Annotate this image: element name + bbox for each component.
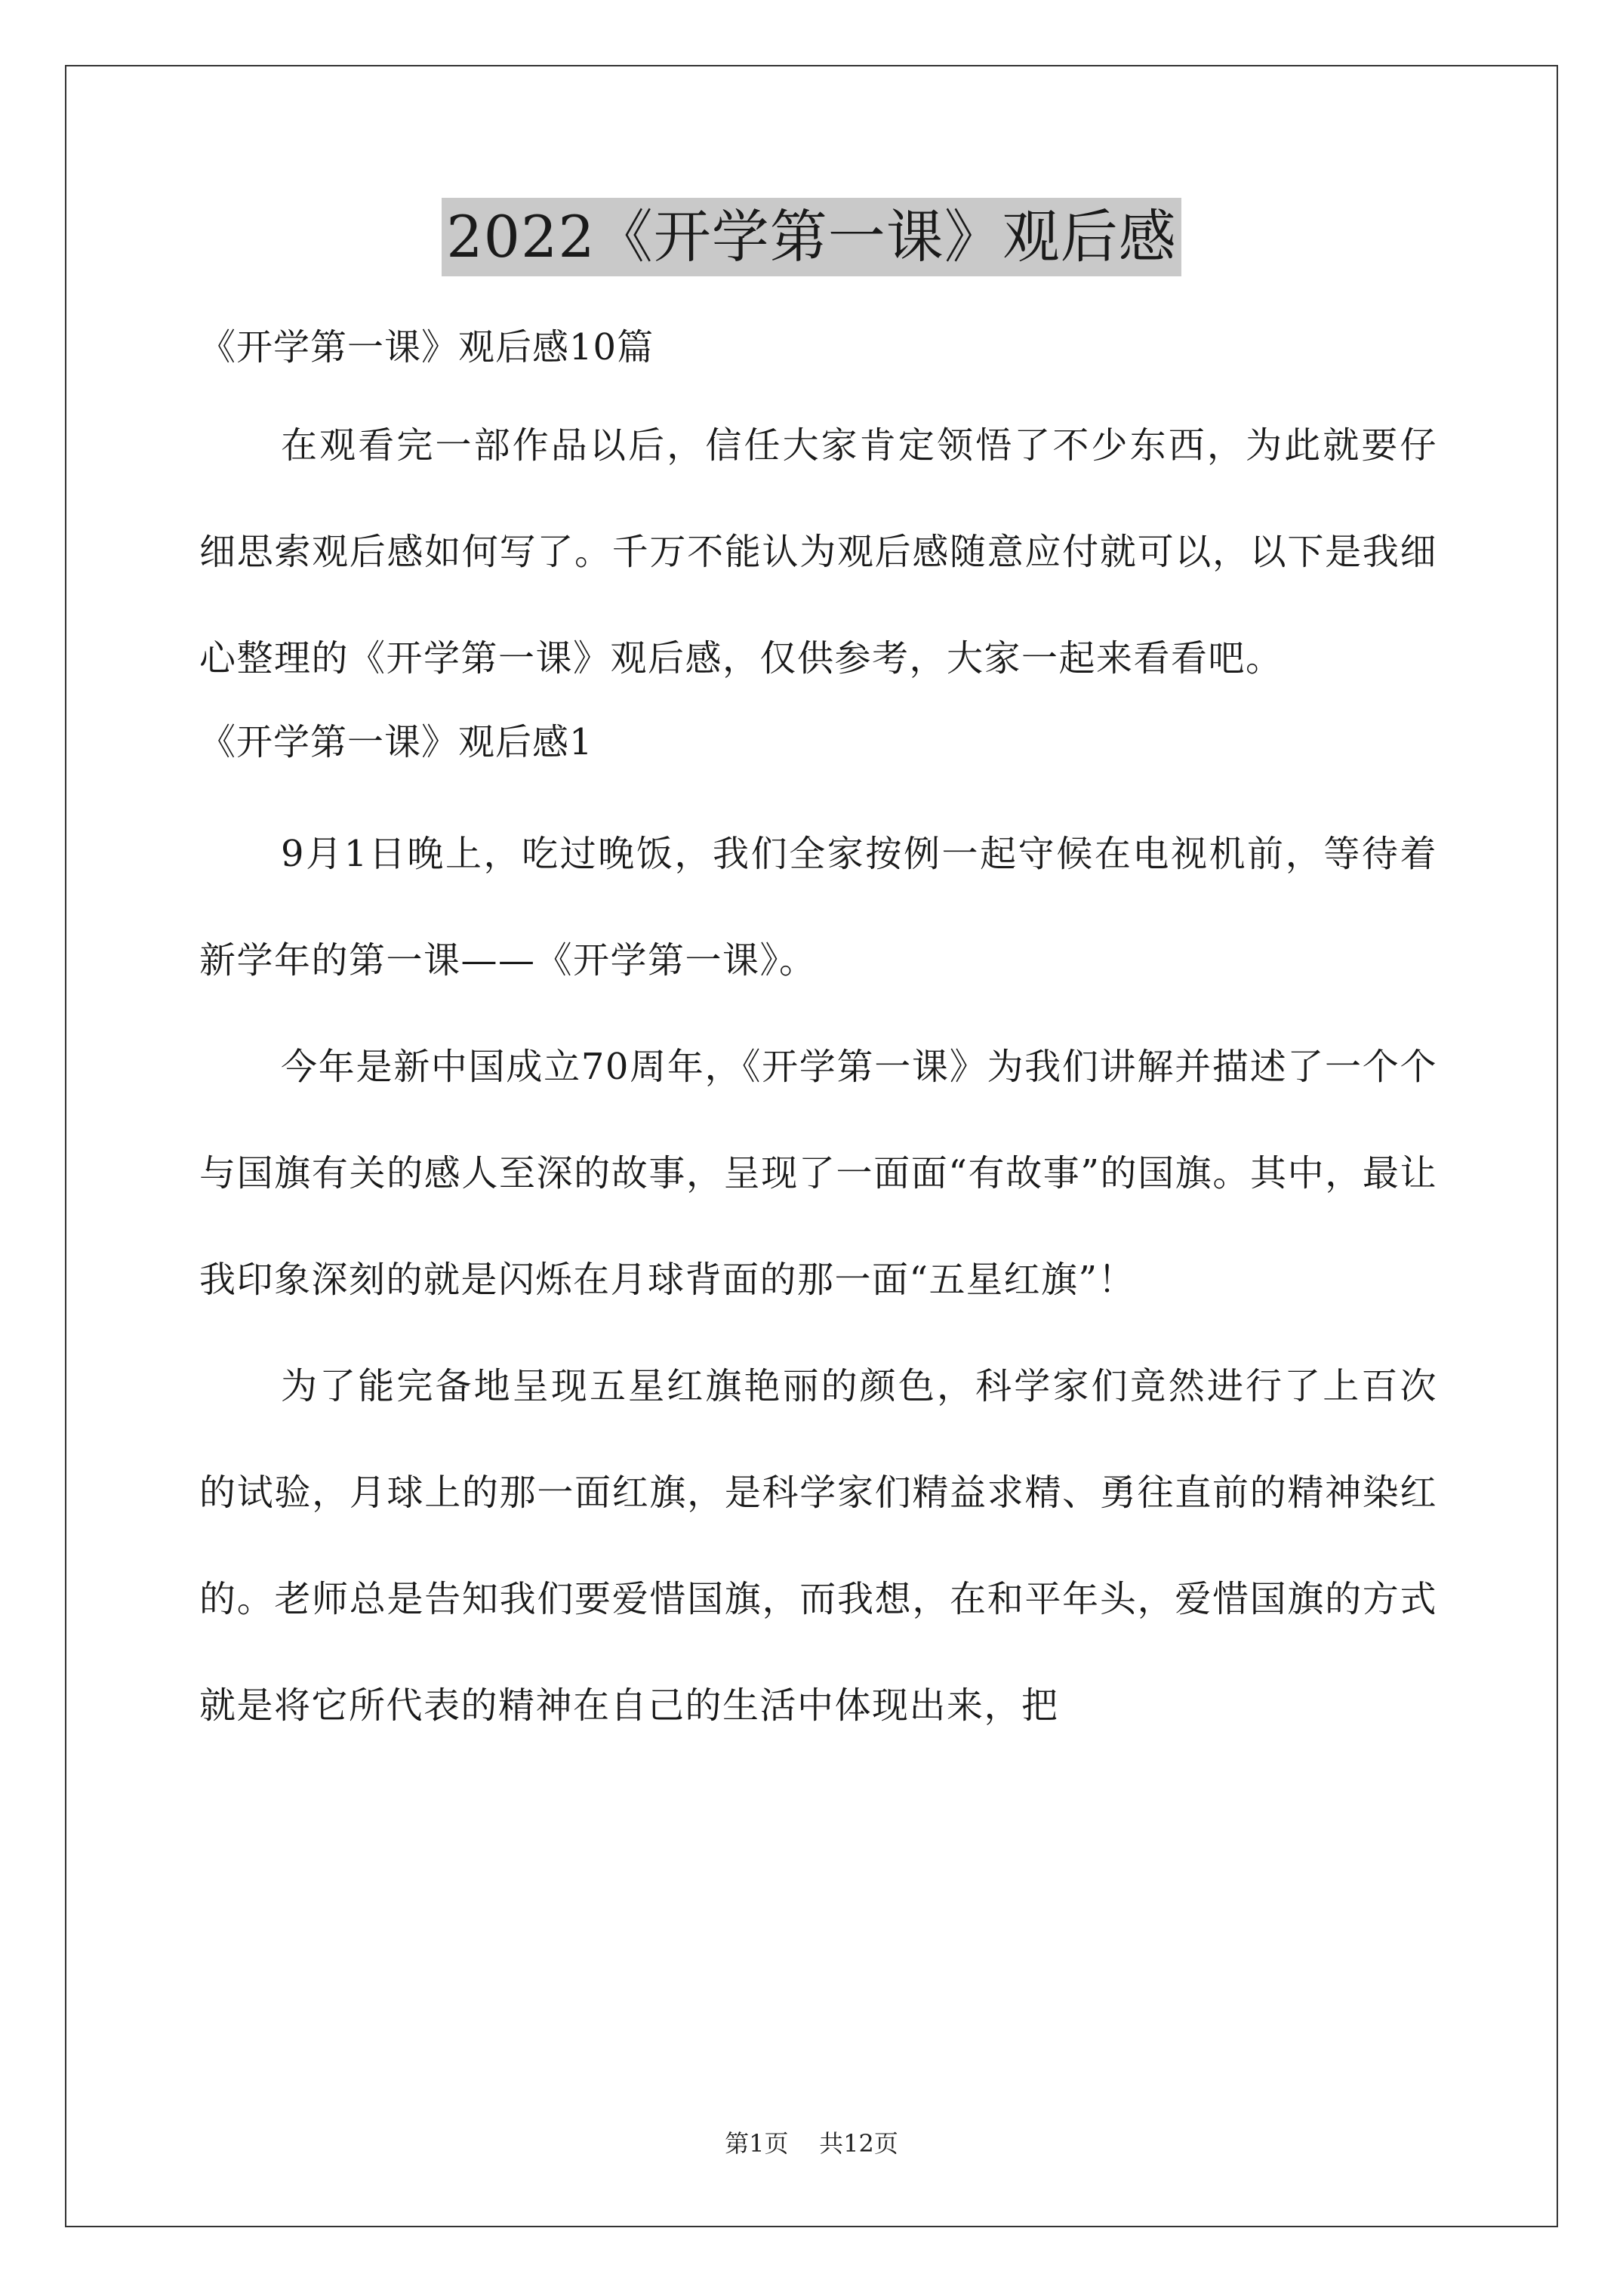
intro-paragraph: 在观看完一部作品以后，信任大家肯定领悟了不少东西，为此就要仔细思索观后感如何写了。千万不能认为观后感随意应付就可以，以下是我细心整理的《开学第一课》观后感，仅供参考，大家一起来看看吧。 [199, 424, 1437, 680]
body-paragraph: 今年是新中国成立70周年，《开学第一课》为我们讲解并描述了一个个与国旗有关的感人至深的故事，呈现了一面面“有故事”的国旗。其中，最让我印象深刻的就是闪烁在月球背面的那一面“五星红旗”！ [199, 1046, 1437, 1301]
section-heading: 《开学第一课》观后感1 [199, 721, 593, 763]
body-paragraph: 9月1日晚上，吃过晚饭，我们全家按例一起守候在电视机前，等待着新学年的第一课——《开学第一课》。 [199, 833, 1437, 982]
document-body [199, 310, 1437, 1759]
page-footer [0, 2128, 1623, 2159]
subtitle: 《开学第一课》观后感10篇 [199, 326, 654, 368]
page-number: 第1页 [725, 2129, 789, 2158]
body-paragraph: 为了能完备地呈现五星红旗艳丽的颜色，科学家们竟然进行了上百次的试验，月球上的那一面红旗，是科学家们精益求精、勇往直前的精神染红的。老师总是告知我们要爱惜国旗，而我想，在和平年头，爱惜国旗的方式就是将它所代表的精神在自己的生活中体现出来，把 [199, 1365, 1437, 1727]
page-total: 共12页 [819, 2129, 898, 2158]
document-title: 2022《开学第一课》观后感 [442, 198, 1181, 276]
title-container [0, 198, 1623, 276]
